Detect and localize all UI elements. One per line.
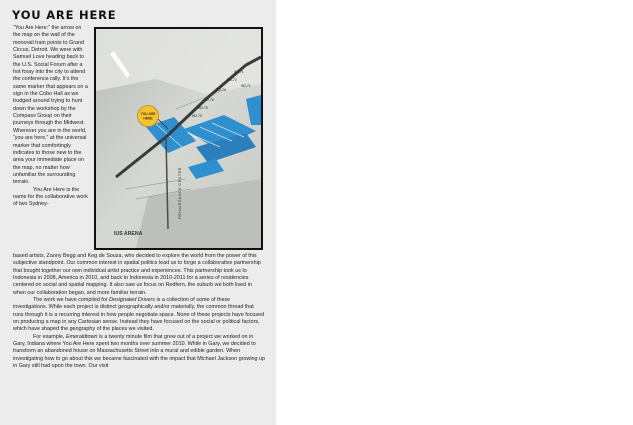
paragraph-2-continued: based artists, Zanny Begg and Keg de Souza, who decided to explore the world from the power of this subjective standpoint. Our common interest in spatial politics lead us to forge a collaborative partnership that bought together our own individual artist practice and experiences. This partnership took us to Indonesia in 2008, America in 2010, and back to Indonesia in 2010-2011 for a series of residencies centered on social and spatial mapping. It also saw us focus on Redfern, the suburb we both lived in when our collaboration began, and more familiar terrain. [13,253,261,296]
document-page [0,0,276,425]
station-label: W3-71 [241,84,251,88]
paragraph-4 [13,334,265,371]
marker-text-line2: HERE [143,116,153,121]
left-text-column [13,25,90,209]
paragraph-4-intro: For example, [33,333,66,340]
station-label: W2-74 [216,88,226,92]
paragraph-3 [13,297,265,334]
monorail-map-illustration [96,29,261,248]
full-width-text [13,253,265,371]
paragraph-1: “You Are Here:” the arrow on the map on the wall of the monorail train points to Grand Circus, Detroit. We were with Samuel Love heading back to the U.S. Social Forum after a hot foray into the city to attend the conference rally. It’s the same marker that appears on a sign in the Cobo Hall as we trudged around trying to hunt down the workshop by the Compass Group on their journeys through the Midwest. Wherever you are in the world, “you are here,” at the universal marker that comfortingly indicates to those new to the area your immediate place on the map, no matter how unfamiliar the surrounding terrain. [13,25,88,186]
paragraph-2-start: You Are Here is the name for the collaborative work of two Sydney- [13,186,88,208]
station-label: W3-71 [234,70,244,74]
arena-label: IUS ARENA [114,231,143,237]
station-label: W2-76 [204,98,214,102]
paragraph-4-rest: is a twenty minute film that grew out of a project we worked on in Gary, Indiana where You Are Here spent two months over summer 2010. While in Gary, we decided to transform an abandoned house on Massachusetts Street into a mural and edible garden. When investigating how to go about this we became fascinated with the impact that Michael Jackson growing up in Gary still had upon the town. Our visit [13,333,266,370]
map-photo [94,27,263,250]
vertical-map-label: RENAISSANCE CENTER [177,167,182,219]
station-label: W2-70 [192,114,202,118]
paragraph-4-title: Emeraldtown [65,333,98,340]
page-title: YOU ARE HERE [12,8,117,22]
paragraph-3-rest: is a collection of some of these investigations. While each project is distinct geographically and/or materially, the common thread that runs through it is a recurring interest in how people negotiate space. None of these projects have focused on producing a map in any Cartesian sense. Instead they have focused on the social or political factors, which have shaped the geography of the places we visited. [13,297,265,333]
marker-text-line1: YOU ARE [140,112,156,116]
paragraph-3-title: Designated Drivers [109,297,155,304]
station-label: W4-72 [227,78,237,82]
station-label: W2-75 [198,106,208,110]
paragraph-3-intro: The work we have compiled for [33,297,110,304]
